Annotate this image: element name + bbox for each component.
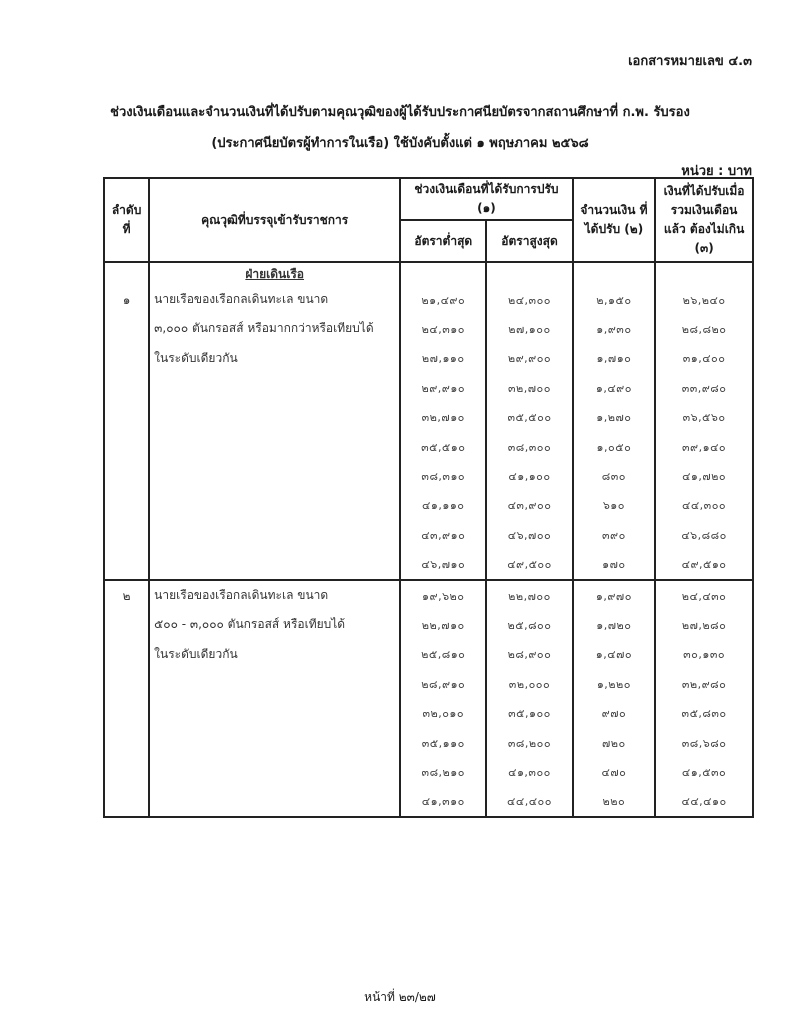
min-rate-cell: ๒๙,๙๑๐ [400, 373, 486, 402]
qualification-line: ๓,๐๐๐ ตันกรอสส์ หรือมากกว่าหรือเทียบได้ [154, 321, 374, 336]
max-rate-cell: ๓๒,๐๐๐ [486, 669, 572, 698]
min-rate-cell: ๒๗,๑๑๐ [400, 344, 486, 373]
cap-cell: ๒๘,๘๒๐ [655, 314, 753, 343]
header-no: ลำดับ ที่ [104, 178, 149, 262]
adjusted-amount-cell: ๒๒๐ [573, 787, 656, 817]
cap-cell: ๓๐,๑๓๐ [655, 640, 753, 669]
adjusted-amount-cell: ๑,๐๕๐ [573, 432, 656, 461]
adjusted-amount-cell: ๙๗๐ [573, 698, 656, 727]
adjusted-amount-cell: ๘๓๐ [573, 461, 656, 490]
adjusted-amount-cell: ๑,๒๒๐ [573, 669, 656, 698]
section-title: ฝ่ายเดินเรือ [245, 267, 305, 281]
page-title-line-2: (ประกาศนียบัตรผู้ทำการในเรือ) ใช้บังคับตั้งแต่ ๑ พฤษภาคม ๒๕๖๘ [211, 136, 589, 151]
adjusted-amount-cell: ๑,๙๗๐ [573, 580, 656, 610]
qualification-cell [149, 285, 400, 580]
min-rate-cell: ๔๖,๗๑๐ [400, 550, 486, 580]
adjusted-amount-cell: ๔๗๐ [573, 757, 656, 786]
max-rate-cell: ๒๗,๑๐๐ [486, 314, 572, 343]
cap-cell: ๔๖,๘๘๐ [655, 520, 753, 549]
min-rate-cell: ๔๑,๓๑๐ [400, 787, 486, 817]
cap-cell: ๔๔,๔๑๐ [655, 787, 753, 817]
cap-cell: ๒๔,๔๓๐ [655, 580, 753, 610]
cap-cell: ๓๒,๙๘๐ [655, 669, 753, 698]
adjusted-amount-cell: ๑,๔๗๐ [573, 640, 656, 669]
header-adjusted-amount: จำนวนเงิน ที่ได้ปรับ (๒) [573, 178, 656, 262]
min-rate-cell: ๑๙,๖๒๐ [400, 580, 486, 610]
min-rate-cell: ๓๒,๗๑๐ [400, 403, 486, 432]
table-row [104, 285, 753, 314]
qualification-line: ๕๐๐ - ๓,๐๐๐ ตันกรอสส์ หรือเทียบได้ [154, 617, 346, 632]
salary-table [103, 177, 754, 818]
adjusted-amount-cell: ๖๑๐ [573, 491, 656, 520]
cap-cell: ๒๗,๒๘๐ [655, 610, 753, 639]
cap-cell: ๓๕,๘๓๐ [655, 698, 753, 727]
header-qualification: คุณวุฒิที่บรรจุเข้ารับราชการ [149, 178, 400, 262]
qualification-line: ในระดับเดียวกัน [154, 350, 238, 365]
unit-label: หน่วย : บาท [681, 164, 752, 179]
header-salary-range: ช่วงเงินเดือนที่ได้รับการปรับ (๑) [400, 178, 572, 220]
qualification-line: ในระดับเดียวกัน [154, 646, 238, 661]
document-reference: เอกสารหมายเลข ๔.๓ [628, 54, 752, 69]
max-rate-cell: ๔๖,๗๐๐ [486, 520, 572, 549]
min-rate-cell: ๒๕,๘๑๐ [400, 640, 486, 669]
adjusted-amount-cell: ๑๗๐ [573, 550, 656, 580]
max-rate-cell: ๔๔,๔๐๐ [486, 787, 572, 817]
min-rate-cell: ๓๕,๑๑๐ [400, 728, 486, 757]
adjusted-amount-cell: ๑,๗๒๐ [573, 610, 656, 639]
min-rate-cell: ๓๘,๓๑๐ [400, 461, 486, 490]
cap-cell: ๓๘,๖๘๐ [655, 728, 753, 757]
max-rate-cell: ๒๙,๙๐๐ [486, 344, 572, 373]
adjusted-amount-cell: ๗๒๐ [573, 728, 656, 757]
cap-cell: ๓๓,๙๘๐ [655, 373, 753, 402]
cap-cell: ๔๑,๗๒๐ [655, 461, 753, 490]
adjusted-amount-cell: ๒,๑๕๐ [573, 285, 656, 314]
header-cap: เงินที่ได้ปรับเมื่อ รวมเงินเดือนแล้ว ต้องไม่เกิน (๓) [655, 178, 753, 262]
max-rate-cell: ๒๘,๙๐๐ [486, 640, 572, 669]
adjusted-amount-cell: ๑,๙๓๐ [573, 314, 656, 343]
max-rate-cell: ๓๘,๓๐๐ [486, 432, 572, 461]
table-row [104, 580, 753, 610]
min-rate-cell: ๔๓,๙๑๐ [400, 520, 486, 549]
page-title-line-1: ช่วงเงินเดือนและจำนวนเงินที่ได้ปรับตามคุณวุฒิของผู้ได้รับประกาศนียบัตรจากสถานศึกษาที่ ก.พ. รับรอง [110, 105, 690, 120]
qualification-line: นายเรือของเรือกลเดินทะเล ขนาด [154, 587, 329, 602]
row-number: ๑ [104, 285, 149, 580]
max-rate-cell: ๓๕,๕๐๐ [486, 403, 572, 432]
min-rate-cell: ๓๕,๕๑๐ [400, 432, 486, 461]
adjusted-amount-cell: ๓๙๐ [573, 520, 656, 549]
cap-cell: ๒๖,๒๔๐ [655, 285, 753, 314]
max-rate-cell: ๒๒,๗๐๐ [486, 580, 572, 610]
max-rate-cell: ๔๙,๕๐๐ [486, 550, 572, 580]
adjusted-amount-cell: ๑,๔๙๐ [573, 373, 656, 402]
cap-cell: ๔๑,๕๓๐ [655, 757, 753, 786]
min-rate-cell: ๓๒,๐๑๐ [400, 698, 486, 727]
cap-cell: ๓๑,๔๐๐ [655, 344, 753, 373]
table-body [104, 262, 753, 817]
cap-cell: ๔๔,๓๐๐ [655, 491, 753, 520]
min-rate-cell: ๒๒,๗๑๐ [400, 610, 486, 639]
section-row [104, 262, 753, 285]
max-rate-cell: ๔๓,๙๐๐ [486, 491, 572, 520]
page-number: หน้าที่ ๒๓/๒๗ [364, 990, 436, 1004]
qualification-line: นายเรือของเรือกลเดินทะเล ขนาด [154, 292, 329, 306]
max-rate-cell: ๓๒,๗๐๐ [486, 373, 572, 402]
min-rate-cell: ๓๘,๒๑๐ [400, 757, 486, 786]
header-min-rate: อัตราต่ำสุด [400, 220, 486, 262]
min-rate-cell: ๒๔,๓๑๐ [400, 314, 486, 343]
header-max-rate: อัตราสูงสุด [486, 220, 572, 262]
max-rate-cell: ๔๑,๑๐๐ [486, 461, 572, 490]
cap-cell: ๓๖,๕๖๐ [655, 403, 753, 432]
row-number: ๒ [104, 580, 149, 817]
cap-cell: ๔๙,๕๑๐ [655, 550, 753, 580]
max-rate-cell: ๔๑,๓๐๐ [486, 757, 572, 786]
cap-cell: ๓๙,๑๔๐ [655, 432, 753, 461]
adjusted-amount-cell: ๑,๗๑๐ [573, 344, 656, 373]
max-rate-cell: ๒๔,๓๐๐ [486, 285, 572, 314]
max-rate-cell: ๓๘,๒๐๐ [486, 728, 572, 757]
min-rate-cell: ๔๑,๑๑๐ [400, 491, 486, 520]
min-rate-cell: ๒๘,๙๑๐ [400, 669, 486, 698]
qualification-cell [149, 580, 400, 817]
min-rate-cell: ๒๑,๔๙๐ [400, 285, 486, 314]
max-rate-cell: ๒๕,๘๐๐ [486, 610, 572, 639]
max-rate-cell: ๓๕,๑๐๐ [486, 698, 572, 727]
adjusted-amount-cell: ๑,๒๗๐ [573, 403, 656, 432]
